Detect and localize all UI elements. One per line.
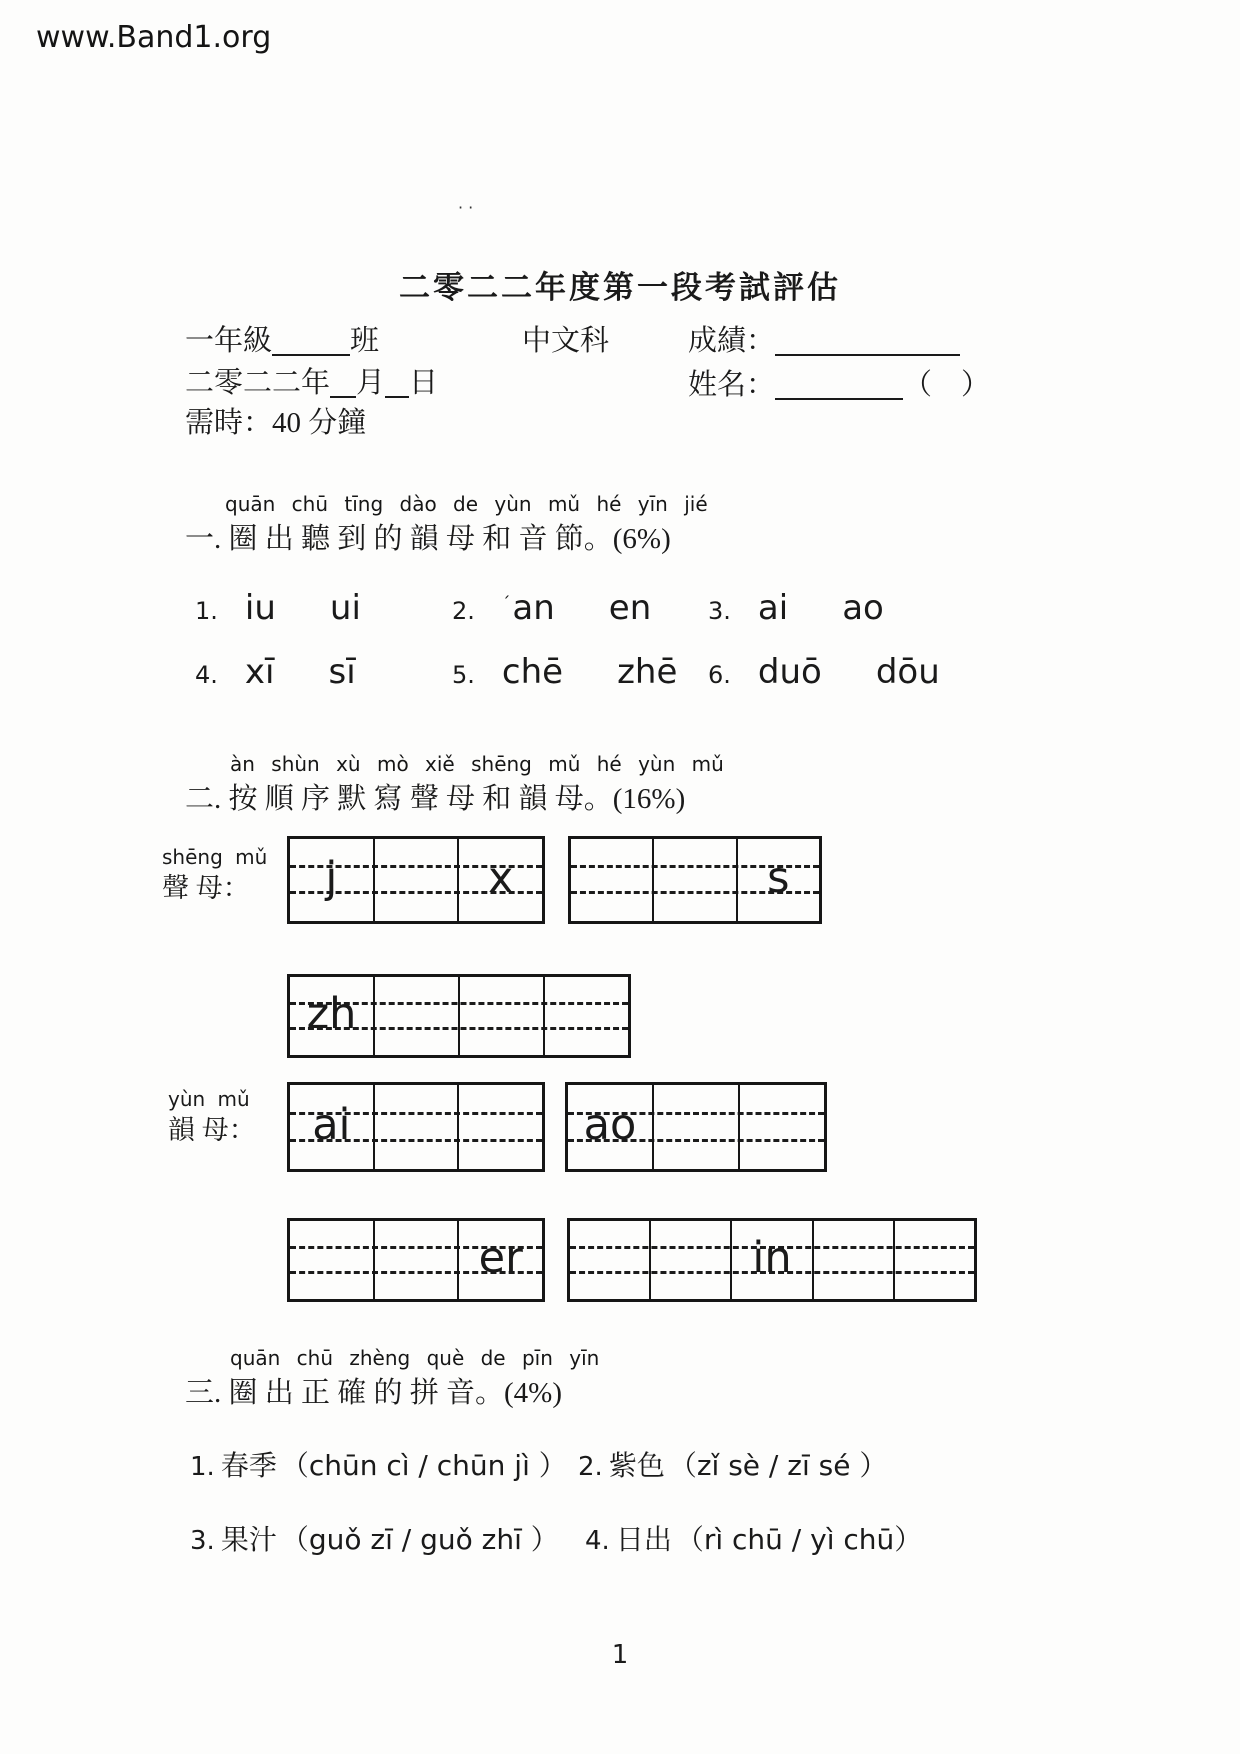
item-options: （guǒ zī / guǒ zhī ） — [280, 1523, 559, 1556]
shengmu-grid-2 — [568, 836, 822, 924]
date-line — [185, 360, 438, 401]
day-label: 日 — [409, 367, 439, 399]
day-blank-line — [385, 370, 409, 398]
writing-cell — [740, 1085, 824, 1169]
cell-letter: s — [767, 852, 790, 903]
option-a: chē — [501, 652, 564, 692]
section1-pinyin: quān chū tīng dào de yùn mǔ hé yīn jié — [225, 492, 708, 516]
name-blank-line — [775, 372, 903, 400]
listening-item-6 — [708, 652, 940, 692]
section2-heading: 二. 按 順 序 默 寫 聲 母 和 韻 母。(16%) — [185, 783, 686, 815]
writing-cell — [290, 1221, 375, 1299]
item-number: 6. — [708, 661, 731, 689]
shengmu-label-pinyin: shēng mǔ — [162, 845, 268, 869]
writing-cell — [568, 1085, 654, 1169]
duration-label: 需時：40 分鐘 — [185, 407, 367, 439]
writing-cell — [375, 1221, 460, 1299]
site-url: www.Band1.org — [36, 20, 272, 55]
item-options: （chūn cì / chūn jì ） — [280, 1449, 567, 1482]
pinyin-choice-item-1 — [190, 1444, 567, 1484]
writing-cell — [654, 839, 737, 921]
cell-letter: in — [752, 1232, 792, 1283]
writing-cell — [459, 1221, 542, 1299]
section3-heading: 三. 圈 出 正 確 的 拼 音。(4%) — [185, 1377, 562, 1409]
yunmu-grid-2 — [565, 1082, 827, 1172]
subject-label: 中文科 — [522, 325, 610, 357]
exam-title: 二零二二年度第一段考試評估 — [399, 270, 841, 305]
writing-cell — [738, 839, 819, 921]
item-number: 2. — [578, 1452, 603, 1482]
item-word: 春季 — [220, 1451, 277, 1482]
cell-letter: ai — [312, 1099, 351, 1150]
item-number: 1. — [195, 597, 218, 625]
writing-cell — [459, 839, 542, 921]
section1-heading: 一. 圈 出 聽 到 的 韻 母 和 音 節。(6%) — [185, 523, 671, 555]
yunmu-grid-1 — [287, 1082, 545, 1172]
writing-cell — [651, 1221, 732, 1299]
item-number: 2. — [452, 597, 475, 625]
option-b: sī — [328, 652, 356, 692]
writing-cell — [460, 977, 545, 1055]
writing-cell — [375, 1085, 460, 1169]
scan-tick-mark: ˊ — [501, 594, 511, 614]
item-number: 4. — [195, 661, 218, 689]
item-options: （rì chū / yì chū） — [675, 1523, 923, 1556]
class-blank-line — [272, 328, 350, 356]
option-a: xī — [244, 652, 275, 692]
item-number: 3. — [708, 597, 731, 625]
section2-pinyin: àn shùn xù mò xiě shēng mǔ hé yùn mǔ — [230, 752, 724, 776]
grade-line — [185, 318, 379, 359]
pinyin-choice-item-2 — [578, 1444, 887, 1484]
date-prefix: 二零二二年 — [185, 367, 331, 399]
yunmu-grid-4 — [567, 1218, 977, 1302]
yunmu-label — [168, 1088, 256, 1146]
name-line — [688, 362, 990, 403]
item-word: 果汁 — [220, 1525, 277, 1556]
cell-letter: er — [478, 1232, 523, 1283]
writing-cell — [459, 1085, 542, 1169]
listening-item-5 — [452, 652, 677, 692]
item-number: 4. — [585, 1526, 610, 1556]
cell-letter: zh — [306, 988, 357, 1039]
item-number: 3. — [190, 1526, 215, 1556]
writing-cell — [290, 977, 375, 1055]
item-number: 5. — [452, 661, 475, 689]
option-a: duō — [757, 652, 822, 692]
writing-cell — [570, 1221, 651, 1299]
listening-item-2 — [452, 588, 651, 628]
class-suffix-label: 班 — [350, 325, 380, 357]
shengmu-grid-3 — [287, 974, 631, 1058]
writing-cell — [375, 977, 460, 1055]
shengmu-label-han: 聲 母： — [162, 873, 250, 903]
page-number: 1 — [611, 1640, 629, 1670]
writing-cell — [290, 839, 375, 921]
writing-cell — [290, 1085, 375, 1169]
option-a: ai — [757, 588, 789, 628]
item-options: （zǐ sè / zī sé ） — [668, 1449, 888, 1482]
month-label: 月 — [356, 367, 386, 399]
section3-pinyin: quān chū zhèng què de pīn yīn — [230, 1346, 600, 1370]
yunmu-grid-3 — [287, 1218, 545, 1302]
cell-letter: j — [325, 852, 338, 903]
yunmu-label-han: 韻 母： — [168, 1115, 256, 1145]
option-b: ui — [329, 588, 361, 628]
cell-letter: x — [487, 852, 514, 903]
option-a: iu — [244, 588, 276, 628]
shengmu-label — [162, 846, 267, 904]
writing-cell — [545, 977, 628, 1055]
name-paren: （ ） — [903, 369, 991, 401]
option-a: an — [512, 588, 555, 628]
option-b: dōu — [875, 652, 940, 692]
option-b: zhē — [617, 652, 678, 692]
writing-cell — [654, 1085, 740, 1169]
writing-cell — [732, 1221, 813, 1299]
name-label: 姓名： — [688, 369, 776, 401]
item-number: 1. — [190, 1452, 215, 1482]
option-b: ao — [842, 588, 884, 628]
listening-item-1 — [195, 588, 361, 628]
pinyin-choice-item-3 — [190, 1518, 559, 1558]
score-line — [688, 318, 960, 359]
option-b: en — [608, 588, 652, 628]
score-label: 成績： — [688, 325, 776, 357]
writing-cell — [571, 839, 654, 921]
item-word: 日出 — [615, 1525, 672, 1556]
scan-artifact-dots: ·· — [458, 198, 479, 217]
yunmu-label-pinyin: yùn mǔ — [168, 1087, 250, 1111]
pinyin-choice-item-4 — [585, 1518, 922, 1558]
listening-item-3 — [708, 588, 884, 628]
shengmu-grid-1 — [287, 836, 545, 924]
writing-cell — [375, 839, 460, 921]
grade-label: 一年級 — [185, 325, 273, 357]
listening-item-4 — [195, 652, 356, 692]
writing-cell — [814, 1221, 895, 1299]
cell-letter: ao — [583, 1099, 637, 1150]
month-blank-line — [330, 370, 356, 398]
item-word: 紫色 — [608, 1451, 665, 1482]
writing-cell — [895, 1221, 974, 1299]
score-blank-line — [775, 328, 960, 356]
